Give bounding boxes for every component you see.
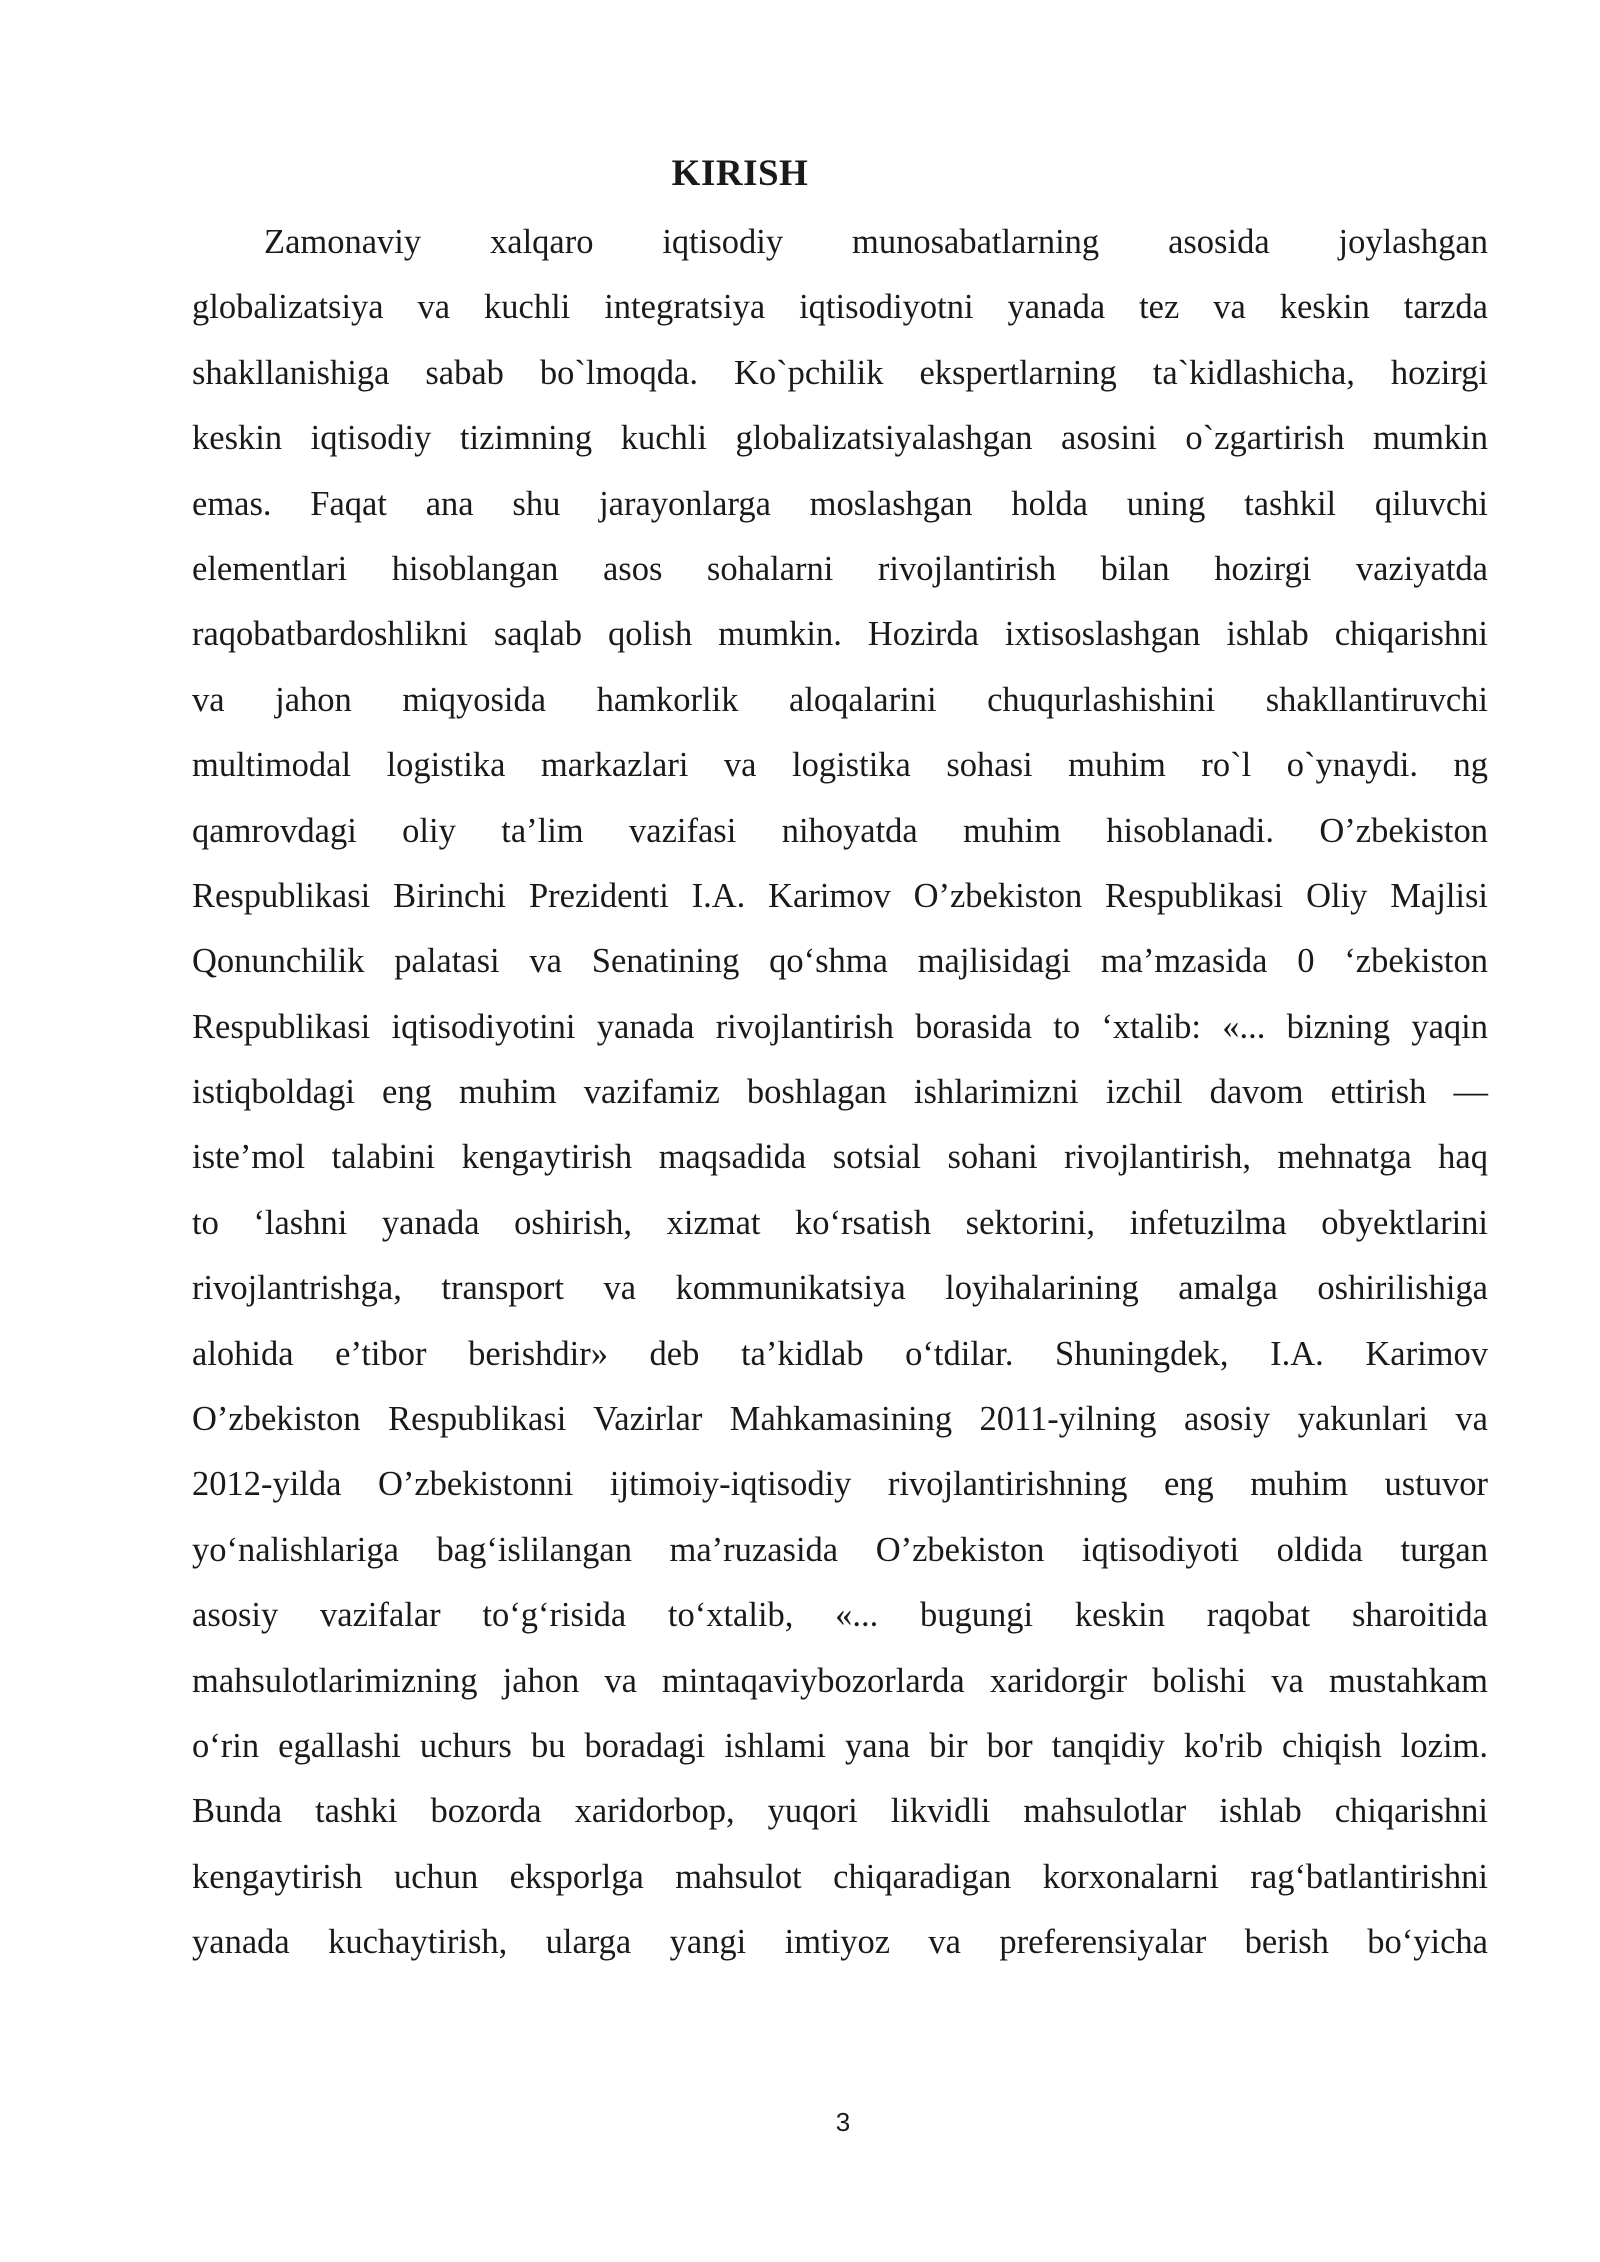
text-line: va jahon miqyosida hamkorlik aloqalarini chuqurlashishini shakllantiruvchi: [192, 680, 1488, 719]
text-line: yo‘nalishlariga bag‘islilangan ma’ruzasida O’zbekiston iqtisodiyoti oldida turgan: [192, 1530, 1488, 1569]
text-line: globalizatsiya va kuchli integratsiya iqtisodiyotni yanada tez va keskin tarzda: [192, 288, 1488, 327]
text-line: kengaytirish uchun eksporlga mahsulot chiqaradigan korxonalarni rag‘batlantirishni: [192, 1857, 1488, 1896]
text-line: iste’mol talabini kengaytirish maqsadida sotsial sohani rivojlantirish, mehnatga haq: [192, 1138, 1488, 1177]
body-paragraph: [192, 212, 1488, 1978]
text-line: mahsulotlarimizning jahon va mintaqaviybozorlarda xaridorgir bolishi va mustahkam: [192, 1661, 1488, 1700]
text-line: shakllanishiga sabab bo`lmoqda. Ko`pchilik ekspertlarning ta`kidlashicha, hozirgi: [192, 353, 1488, 392]
text-line: qamrovdagi oliy ta’lim vazifasi nihoyatda muhim hisoblanadi. O’zbekiston: [192, 811, 1488, 850]
text-line: Respublikasi iqtisodiyotini yanada rivojlantirish borasida to ‘xtalib: «... bizning yaqin: [192, 1007, 1488, 1046]
text-line: Bunda tashki bozorda xaridorbop, yuqori likvidli mahsulotlar ishlab chiqarishni: [192, 1792, 1488, 1831]
text-line: 2012-yilda O’zbekistonni ijtimoiy-iqtisodiy rivojlantirishning eng muhim ustuvor: [192, 1465, 1488, 1504]
text-line: rivojlantrishga, transport va kommunikatsiya loyihalarining amalga oshirilishiga: [192, 1269, 1488, 1308]
text-line: keskin iqtisodiy tizimning kuchli globalizatsiyalashgan asosini o`zgartirish mumkin: [192, 419, 1488, 458]
page-title: KIRISH: [671, 153, 809, 194]
text-line: raqobatbardoshlikni saqlab qolish mumkin. Hozirda ixtisoslashgan ishlab chiqarishni: [192, 615, 1488, 654]
text-line: emas. Faqat ana shu jarayonlarga moslashgan holda uning tashkil qiluvchi: [192, 484, 1488, 523]
text-line: to ‘lashni yanada oshirish, xizmat ko‘rsatish sektorini, infetuzilma obyektlarini: [192, 1203, 1488, 1242]
text-line: multimodal logistika markazlari va logistika sohasi muhim ro`l o`ynaydi. ng: [192, 746, 1488, 785]
text-line: Respublikasi Birinchi Prezidenti I.A. Karimov O’zbekiston Respublikasi Oliy Majlisi: [192, 876, 1488, 915]
text-line: Zamonaviy xalqaro iqtisodiy munosabatlarning asosida joylashgan: [264, 223, 1488, 261]
text-line: O’zbekiston Respublikasi Vazirlar Mahkamasining 2011-yilning asosiy yakunlari va: [192, 1400, 1488, 1439]
text-line: asosiy vazifalar to‘g‘risida to‘xtalib, «... bugungi keskin raqobat sharoitida: [192, 1596, 1488, 1635]
text-line: istiqboldagi eng muhim vazifamiz boshlagan ishlarimizni izchil davom ettirish —: [192, 1073, 1488, 1112]
text-line: alohida e’tibor berishdir» deb ta’kidlab o‘tdilar. Shuningdek, I.A. Karimov: [192, 1334, 1488, 1373]
text-line: Qonunchilik palatasi va Senatining qo‘shma majlisidagi ma’mzasida 0 ‘zbekiston: [192, 942, 1488, 981]
text-line: elementlari hisoblangan asos sohalarni rivojlantirish bilan hozirgi vaziyatda: [192, 549, 1488, 588]
text-line: yanada kuchaytirish, ularga yangi imtiyoz va preferensiyalar berish bo‘yicha: [192, 1923, 1488, 1962]
page-number: 3: [835, 2107, 851, 2137]
text-line: o‘rin egallashi uchurs bu boradagi ishlami yana bir bor tanqidiy ko'rib chiqish lozim.: [192, 1726, 1488, 1765]
